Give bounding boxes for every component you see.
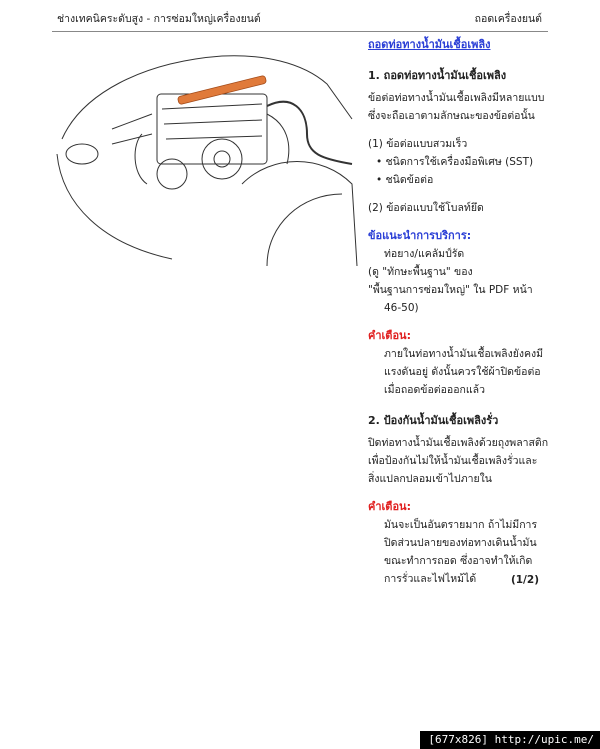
warning2-line4: การรั่วและไฟไหม้ได้ — [384, 573, 477, 585]
service-line3: "พื้นฐานการซ่อมใหญ่" ใน PDF หน้า — [368, 284, 533, 296]
step2-line3: สิ่งแปลกปลอมเข้าไปภายใน — [368, 473, 492, 485]
wheel-arch — [267, 194, 342, 266]
warning2-line3: ขณะทำการถอด ซึ่งอาจทำให้เกิด — [384, 555, 533, 567]
fuel-line-pipe — [267, 102, 352, 164]
warning2-line2: ปิดส่วนปลายของท่อทางเดินน้ำมัน — [384, 537, 537, 549]
bumper-line — [57, 154, 172, 259]
warning1-title: คำเตือน: — [368, 329, 411, 342]
engine-pulley — [202, 139, 242, 179]
header-divider — [52, 31, 548, 32]
warning1-line3: เมื่อถอดข้อต่อออกแล้ว — [384, 384, 485, 396]
service-line4: 46-50) — [384, 302, 419, 314]
item1: (1) ข้อต่อแบบสวมเร็ว — [368, 138, 468, 150]
car-fender — [242, 162, 357, 267]
warning2-title: คำเตือน: — [368, 500, 411, 513]
bullet1: • ชนิดการใช้เครื่องมือพิเศษ (SST) — [376, 156, 534, 168]
fuel-rail-highlight — [177, 75, 266, 105]
item2: (2) ข้อต่อแบบใช้โบลท์ยึด — [368, 202, 484, 214]
warning1-line1: ภายในท่อทางน้ำมันเชื้อเพลิงยังคงมี — [384, 348, 544, 360]
warning1-line2: แรงดันอยู่ ดังนั้นควรใช้ผ้าปิดข้อต่อ — [384, 366, 541, 378]
step2-title: 2. ป้องกันน้ำมันเชื้อเพลิงรั่ว — [368, 414, 499, 427]
instruction-column — [368, 36, 558, 588]
step1-line2: ซึ่งจะถือเอาตามลักษณะของข้อต่อนั้น — [368, 110, 535, 122]
step1-title: 1. ถอดท่อทางน้ำมันเชื้อเพลิง — [368, 69, 507, 82]
engine-illustration — [52, 34, 362, 266]
service-tip-title: ข้อแนะนำการบริการ: — [368, 229, 472, 242]
bullet2: • ชนิดข้อต่อ — [376, 174, 434, 186]
image-host-tag[interactable]: [677x826] http://upic.me/ — [420, 731, 600, 749]
headlight — [66, 144, 98, 164]
step1-line1: ข้อต่อท่อทางน้ำมันเชื้อเพลิงมีหลายแบบ — [368, 92, 545, 104]
page-number: (1/2) — [510, 574, 539, 586]
service-line2: (ดู "ทักษะพื้นฐาน" ของ — [368, 266, 473, 278]
warning2-line1: มันจะเป็นอันตรายมาก ถ้าไม่มีการ — [384, 519, 538, 531]
section-title: ถอดท่อทางน้ำมันเชื้อเพลิง — [368, 38, 491, 51]
header-left-text: ช่างเทคนิคระดับสูง - การซ่อมใหญ่เครื่องยนต์ — [57, 13, 261, 25]
service-line1: ท่อยาง/แคลัมป์รัด — [384, 248, 465, 260]
step2-line1: ปิดท่อทางน้ำมันเชื้อเพลิงด้วยถุงพลาสติก — [368, 437, 549, 449]
step2-line2: เพื่อป้องกันไม่ให้น้ำมันเชื้อเพลิงรั่วและ — [368, 455, 538, 467]
header-right-text: ถอดเครื่องยนต์ — [474, 13, 542, 25]
